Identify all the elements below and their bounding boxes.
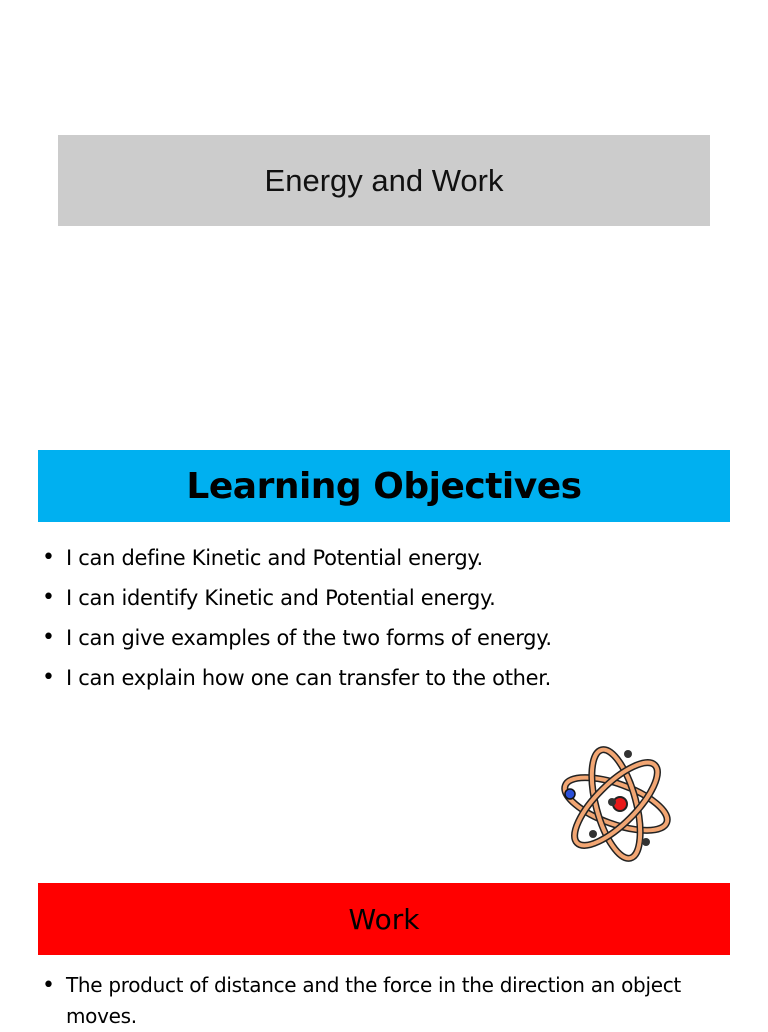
bullet-icon: • bbox=[42, 625, 55, 650]
bullet-icon: • bbox=[42, 545, 55, 570]
learning-objectives-header bbox=[38, 450, 730, 522]
work-definition-text: The product of distance and the force in the direction an object moves. bbox=[66, 973, 681, 1028]
atom-icon bbox=[558, 742, 674, 866]
bullet-icon: • bbox=[42, 665, 55, 690]
objective-text: I can explain how one can transfer to the other. bbox=[66, 666, 552, 690]
work-title: Work bbox=[348, 902, 420, 936]
objective-text: I can identify Kinetic and Potential energy. bbox=[66, 586, 496, 610]
work-list bbox=[42, 970, 732, 1032]
list-item bbox=[42, 578, 742, 618]
list-item bbox=[42, 970, 732, 1032]
objective-text: I can define Kinetic and Potential energy. bbox=[66, 546, 483, 570]
list-item bbox=[42, 618, 742, 658]
list-item bbox=[42, 538, 742, 578]
work-header bbox=[38, 883, 730, 955]
title-banner bbox=[58, 135, 710, 226]
objective-text: I can give examples of the two forms of energy. bbox=[66, 626, 552, 650]
learning-objectives-title: Learning Objectives bbox=[186, 465, 582, 507]
bullet-icon: • bbox=[42, 585, 55, 610]
bullet-icon: • bbox=[42, 973, 55, 998]
objectives-list bbox=[42, 538, 742, 698]
page-title: Energy and Work bbox=[264, 162, 504, 198]
list-item bbox=[42, 658, 742, 698]
